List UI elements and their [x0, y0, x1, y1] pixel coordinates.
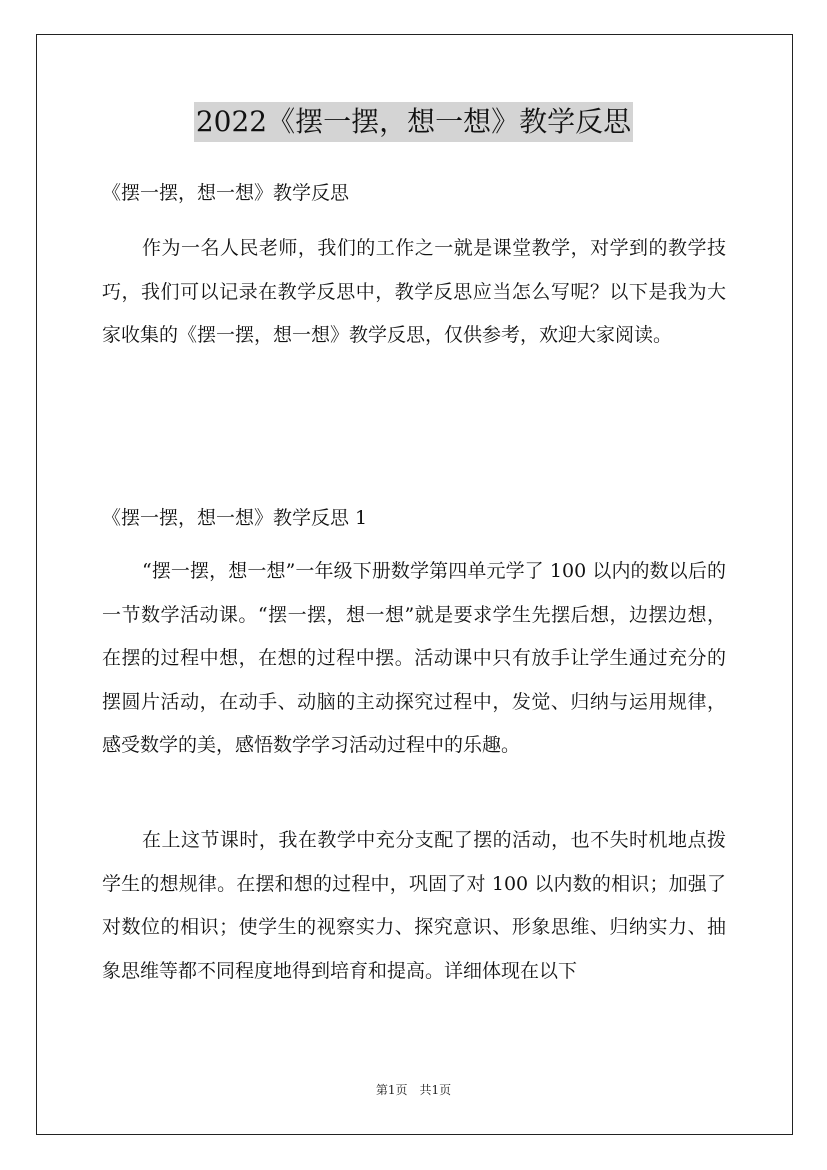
body-paragraph-2: 在上这节课时，我在教学中充分支配了摆的活动，也不失时机地点拨学生的想规律。在摆和想的过程中，巩固了对 100 以内数的相识；加强了对数位的相识；使学生的视察实力、探究意识、形象思维、归纳实力、抽象思维等都不同程度地得到培育和提高。详细体现在以下: [102, 829, 726, 982]
document-title: [0, 102, 827, 146]
intro-paragraph: 作为一名人民老师，我们的工作之一就是课堂教学，对学到的教学技巧，我们可以记录在教学反思中，教学反思应当怎么写呢？以下是我为大家收集的《摆一摆，想一想》教学反思，仅供参考，欢迎大家阅读。: [102, 237, 726, 346]
section-heading: 《摆一摆，想一想》教学反思 1: [102, 507, 368, 529]
page-footer: 第1页 共1页: [375, 1083, 452, 1097]
body-paragraph-1: “摆一摆，想一想”一年级下册数学第四单元学了 100 以内的数以后的一节数学活动课。“摆一摆，想一想”就是要求学生先摆后想，边摆边想，在摆的过程中想，在想的过程中摆。活动课中只有放手让学生通过充分的摆圆片活动，在动手、动脑的主动探究过程中，发觉、归纳与运用规律，感受数学的美，感悟数学学习活动过程中的乐趣。: [102, 560, 726, 756]
document-title-text: 2022《摆一摆，想一想》教学反思: [194, 102, 633, 142]
document-subtitle: 《摆一摆，想一想》教学反思: [102, 182, 350, 204]
